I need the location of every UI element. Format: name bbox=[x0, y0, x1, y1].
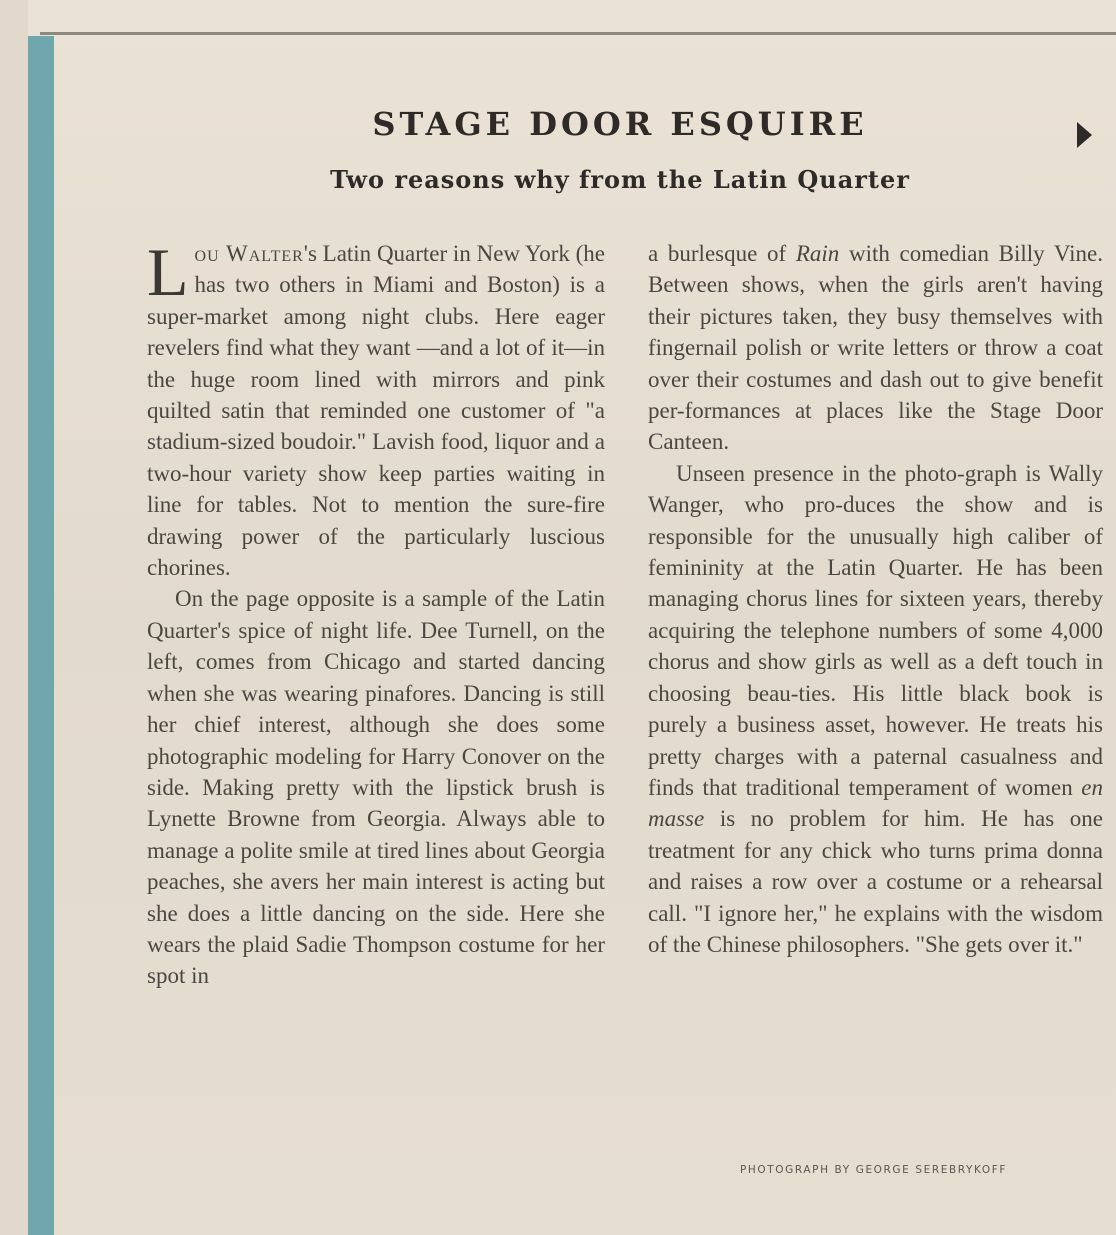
lead-name: ou Walter bbox=[194, 241, 304, 266]
paragraph-text: 's Latin Quarter in New York (he has two others in Miami and Boston) is a super-market among night clubs. Here eager revelers find what they want —and a lot of it—in the huge room lined with mirrors and pink quilted satin that reminded one customer of "a stadium-sized boudoir." Lavish food, liquor and a two-hour variety show keep parties waiting in line for tables. Not to mention the sure-fire drawing power of the particularly luscious chorines. bbox=[147, 241, 606, 581]
italic-title: Rain bbox=[795, 241, 840, 266]
article-column-right bbox=[648, 238, 1103, 960]
article-paragraph bbox=[648, 238, 1103, 458]
article-paragraph bbox=[147, 234, 606, 583]
article-paragraph bbox=[648, 458, 1103, 961]
top-rule bbox=[40, 32, 1116, 35]
photo-credit: PHOTOGRAPH BY GEORGE SEREBRYKOFF bbox=[740, 1164, 1008, 1176]
paragraph-text: is no problem for him. He has one treatment for any chick who turns prima donna and raises a row over a costume or a rehearsal call. "I ignore her," he explains with the wisdom of the Chinese philosophers. "She gets over it." bbox=[648, 806, 1103, 957]
teal-side-bar bbox=[28, 36, 54, 1235]
article-paragraph: On the page opposite is a sample of the Latin Quarter's spice of night life. Dee Turnell, on the left, comes from Chicago and started dancing when she was wearing pinafores. Dancing is still her chief interest, although she does some photographic modeling for Harry Conover on the side. Making pretty with the lipstick brush is Lynette Browne from Georgia. Always able to manage a polite smile at tired lines about Georgia peaches, she avers her main interest is acting but she does a little dancing on the side. Here she wears the plaid Sadie Thompson costume for her spot in bbox=[147, 586, 605, 989]
page-margin bbox=[0, 0, 28, 1235]
page-subtitle: Two reasons why from the Latin Quarter bbox=[330, 165, 910, 194]
page-title: STAGE DOOR ESQUIRE bbox=[372, 105, 868, 143]
paragraph-text: a burlesque of bbox=[648, 241, 796, 266]
article-column-left bbox=[147, 234, 606, 992]
paragraph-text: Unseen presence in the photo-graph is Wally Wanger, who pro-duces the show and is responsible for the unusually high caliber of femininity at the Latin Quarter. He has been managing chorus lines for sixteen years, thereby acquiring the telephone numbers of some 4,000 chorus and show girls as well as a deft touch in choosing beau-ties. His little black book is purely a business asset, however. He treats his pretty charges with a paternal casualness and finds that traditional temperament of women bbox=[648, 460, 1103, 800]
right-arrow-icon bbox=[1077, 122, 1092, 148]
paragraph-text: with comedian Billy Vine. Between shows, when the girls aren't having their pictures taken, they busy themselves with fingernail polish or write letters or throw a coat over their costumes and dash out to give benefit per-formances at places like the Stage Door Canteen. bbox=[648, 241, 1103, 455]
italic-phrase: en masse bbox=[648, 774, 1103, 832]
drop-cap: L bbox=[147, 234, 189, 310]
